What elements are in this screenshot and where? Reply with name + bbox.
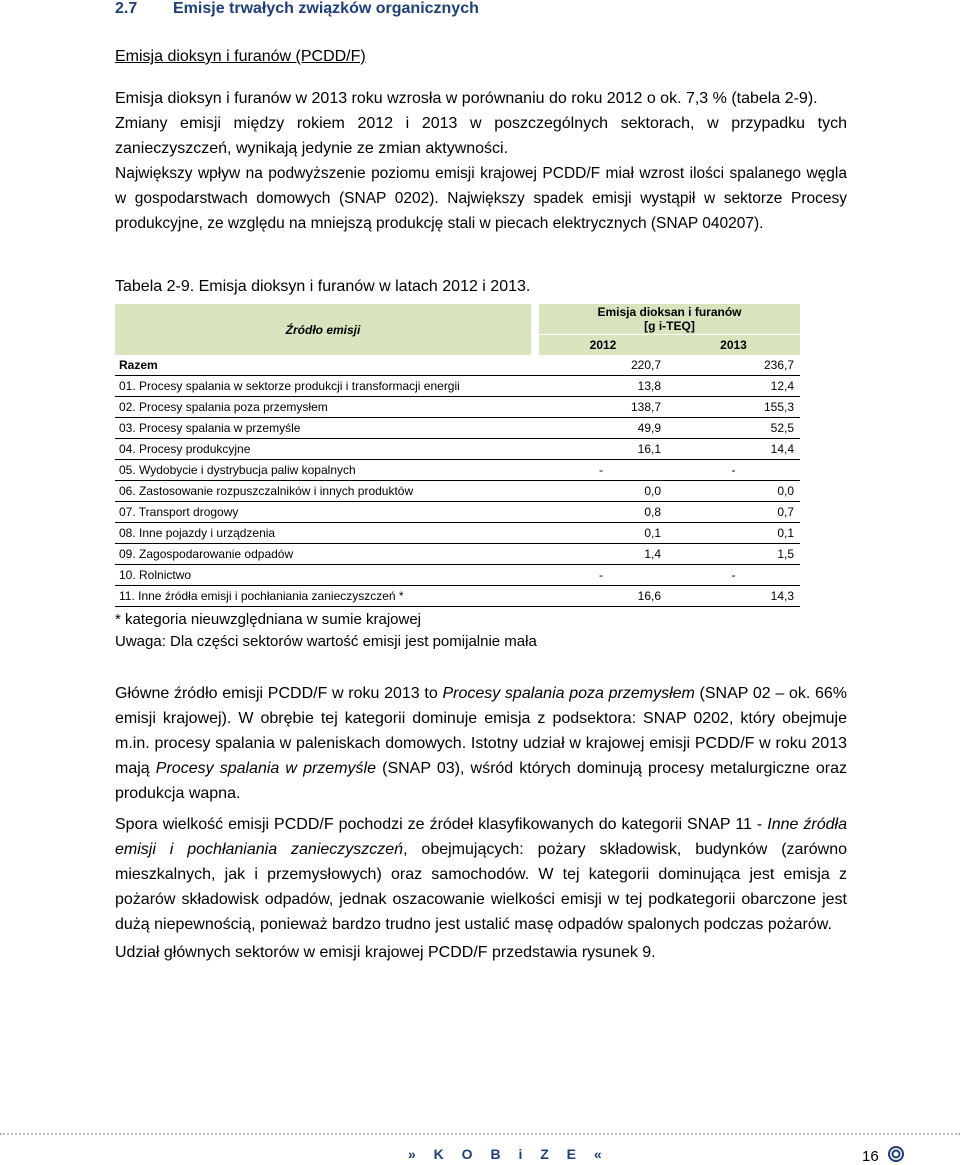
table-row (115, 565, 800, 586)
row-value-2012: 0,1 (535, 523, 667, 544)
row-value-2013: - (667, 460, 800, 481)
paragraph-main-source (115, 681, 847, 806)
row-value-2012: 49,9 (535, 418, 667, 439)
row-label: 02. Procesy spalania poza przemysłem (115, 397, 535, 418)
table-row (115, 376, 800, 397)
table-row (115, 481, 800, 502)
row-label: 04. Procesy produkcyjne (115, 439, 535, 460)
p2-c: (SNAP 02 – ok. 66% emisji krajowej). W obrębie tej kategorii dominuje emisja z podsektora: SNAP 0202, który obejmuje m.in. procesy spalania w paleniskach domowych. Istotny udział w krajowej emisji PCDD/F w roku 2013 mają (115, 685, 847, 777)
row-label: 08. Inne pojazdy i urządzenia (115, 523, 535, 544)
row-value-2013: 52,5 (667, 418, 800, 439)
table-row (115, 502, 800, 523)
p3-a: Spora wielkość emisji PCDD/F pochodzi ze źródeł klasyfikowanych do kategorii SNAP 11 - (115, 816, 768, 833)
intro-line-1: Emisja dioksyn i furanów w 2013 roku wzrosła w porównaniu do roku 2012 o ok. 7,3 % (tabela 2-9). (115, 90, 818, 107)
row-label: 11. Inne źródła emisji i pochłaniania zanieczyszczeń * (115, 586, 535, 607)
table-row (115, 397, 800, 418)
row-label: 01. Procesy spalania w sektorze produkcji i transformacji energii (115, 376, 535, 397)
row-label: 07. Transport drogowy (115, 502, 535, 523)
row-value-2012: 1,4 (535, 544, 667, 565)
row-value-2013: 14,4 (667, 439, 800, 460)
p3-c: , obejmujących: pożary składowisk, budynków (zarówno mieszkalnych, jak i przemysłowych) oraz samochodów. W tej kategorii dominująca jest emisja z pożarów składowisk odpadów, jednak oszacowanie wielkości emisji w tej podkategorii obarczone jest dużą niepewnością, ponieważ bardzo trudno jest ustalić masę odpadów spalonych podczas pożarów. (115, 841, 847, 933)
section-number: 2.7 (115, 0, 138, 17)
header-unit (535, 304, 800, 335)
subsection-title: Emisja dioksyn i furanów (PCDD/F) (115, 48, 366, 65)
table-row-total (115, 355, 800, 376)
intro-paragraph-2 (115, 161, 847, 236)
row-value-2012: - (535, 565, 667, 586)
target-icon (888, 1146, 904, 1162)
table-row (115, 544, 800, 565)
row-value-2013: 0,0 (667, 481, 800, 502)
row-value-2013: 155,3 (667, 397, 800, 418)
intro-paragraph (115, 86, 847, 161)
row-value-2012: - (535, 460, 667, 481)
section-title: Emisje trwałych związków organicznych (173, 0, 479, 17)
row-value-2013: 0,1 (667, 523, 800, 544)
row-value-2012: 13,8 (535, 376, 667, 397)
row-label: 05. Wydobycie i dystrybucja paliw kopalnych (115, 460, 535, 481)
table-row (115, 460, 800, 481)
table-row (115, 418, 800, 439)
emission-table (115, 304, 800, 607)
row-value-2012: 16,1 (535, 439, 667, 460)
p2-b: Procesy spalania poza przemysłem (442, 685, 695, 702)
table-body (115, 355, 800, 607)
note-warning: Uwaga: Dla części sektorów wartość emisji jest pomijalnie mała (115, 633, 537, 650)
p2-e: (SNAP 03), wśród których dominują procesy metalurgiczne oraz produkcja wapna. (115, 760, 848, 802)
header-unit-line1: Emisja dioksan i furanów (597, 305, 742, 319)
row-label: Razem (115, 355, 535, 376)
row-value-2012: 0,8 (535, 502, 667, 523)
table-row (115, 439, 800, 460)
row-label: 03. Procesy spalania w przemyśle (115, 418, 535, 439)
row-value-2013: 0,7 (667, 502, 800, 523)
p2-d: Procesy spalania w przemyśle (155, 760, 376, 777)
header-unit-line2: [g i-TEQ] (644, 319, 695, 333)
p2-a: Główne źródło emisji PCDD/F w roku 2013 to (115, 685, 443, 702)
row-value-2012: 220,7 (535, 355, 667, 376)
paragraph-snap11 (115, 812, 847, 937)
table-notes (115, 609, 537, 653)
table-row (115, 586, 800, 607)
footer-divider (0, 1133, 960, 1135)
row-label: 06. Zastosowanie rozpuszczalników i innych produktów (115, 481, 535, 502)
row-value-2013: 236,7 (667, 355, 800, 376)
section-heading (115, 0, 945, 22)
page-number: 16 (862, 1148, 879, 1165)
footer-brand: » K O B i Z E « (408, 1146, 609, 1162)
p3-b: Inne źródła emisji i pochłaniania zanieczyszczeń (115, 816, 847, 858)
row-value-2013: 1,5 (667, 544, 800, 565)
note-category: * kategoria nieuwzględniana w sumie krajowej (115, 611, 421, 628)
p4: Udział głównych sektorów w emisji krajowej PCDD/F przedstawia rysunek 9. (115, 944, 656, 961)
row-value-2012: 16,6 (535, 586, 667, 607)
row-label: 10. Rolnictwo (115, 565, 535, 586)
row-label: 09. Zagospodarowanie odpadów (115, 544, 535, 565)
row-value-2012: 138,7 (535, 397, 667, 418)
row-value-2013: 14,3 (667, 586, 800, 607)
row-value-2013: 12,4 (667, 376, 800, 397)
row-value-2012: 0,0 (535, 481, 667, 502)
header-source: Źródło emisji (115, 304, 535, 355)
intro-line-3: Największy wpływ na podwyższenie poziomu emisji krajowej PCDD/F miał wzrost ilości spalanego węgla w gospodarstwach domowych (SNAP 0202). Największy spadek emisji wystąpił w sektorze Procesy produkcyjne, ze względu na mniejszą produkcję stali w piecach elektrycznych (SNAP 040207). (115, 165, 847, 232)
header-year-2012: 2012 (535, 335, 667, 356)
table-caption: Tabela 2-9. Emisja dioksyn i furanów w latach 2012 i 2013. (115, 278, 531, 295)
row-value-2013: - (667, 565, 800, 586)
intro-line-2: Zmiany emisji między rokiem 2012 i 2013 w poszczególnych sektorach, w przypadku tych zanieczyszczeń, wynikają jedynie ze zmian aktywności. (115, 115, 847, 157)
header-year-2013: 2013 (667, 335, 800, 356)
paragraph-figure-ref (115, 940, 847, 965)
table-row (115, 523, 800, 544)
